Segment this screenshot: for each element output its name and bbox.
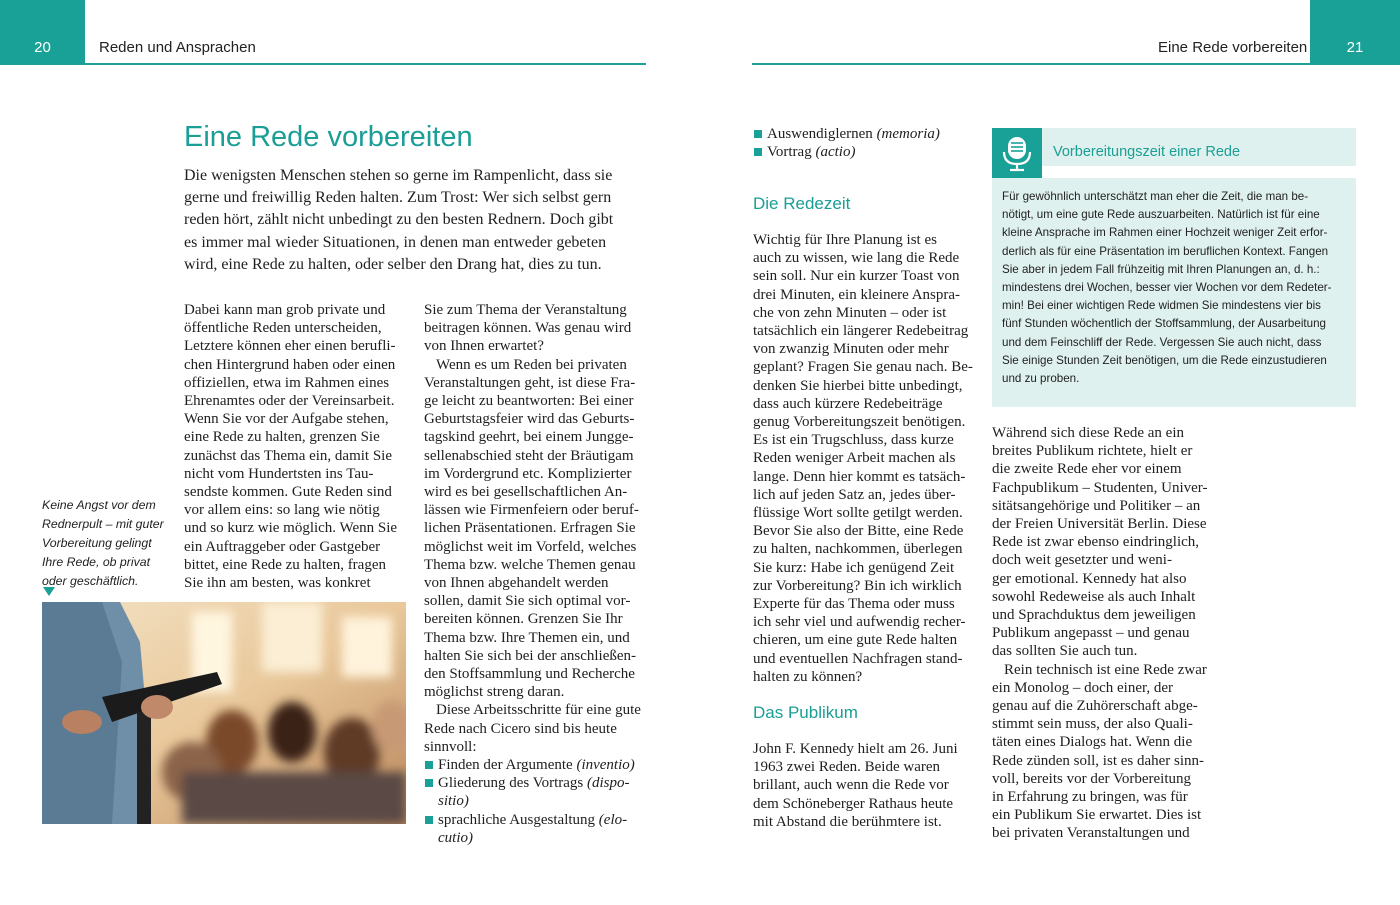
text-line: wird es bei gesellschaftlichen An- [424, 484, 628, 501]
page-number-box-left [0, 0, 85, 64]
text-line: ich sehr viel und aufwendig recher- [753, 614, 966, 631]
text-line: und dem Feinschliff der Rede. Vergessen Sie auch nicht, dass [1002, 335, 1322, 349]
text-line: halten Sie sich bei der anschließen- [424, 647, 637, 664]
text-line: dass auch kürzere Redebeiträge [753, 395, 943, 412]
text-line: zur Vorbereitung? Bin ich wirklich [753, 577, 962, 594]
text-line: ger emotional. Kennedy hat also [992, 570, 1187, 587]
text-line: beitragen können. Was genau wird [424, 320, 632, 337]
caption-pointer-icon [43, 587, 55, 596]
infobox-icon-box [992, 128, 1042, 178]
body-column-3 [753, 125, 977, 161]
text-line: dem Schöneberger Rathaus heute [753, 795, 954, 812]
list-item: Finden der Argumente (inventio) [424, 756, 648, 774]
cicero-steps-list-continued [753, 125, 977, 161]
text-line: Fachpublikum – Studenten, Univer- [992, 479, 1208, 496]
text-line: Letztere können eher einen berufli- [184, 338, 396, 355]
text-line: che von zehn Minuten – oder ist [753, 304, 947, 321]
text-line: lange. Denn hier kommt es tatsäch- [753, 468, 966, 485]
text-line: halten zu können? [753, 668, 863, 685]
text-line: Sie ihn am besten, was konkret [184, 575, 371, 592]
text-line: breites Publikum richtete, hielt er [992, 443, 1193, 460]
running-head-left: Reden und Ansprachen [99, 39, 256, 56]
list-item: sprachliche Ausgestaltung (elo- cutio) [424, 811, 648, 847]
text-line: stimmt sein muss, der also Quali- [992, 716, 1193, 733]
header-rule-right [752, 63, 1400, 65]
text-line: Thema bzw. Ihre Themen ein, und [424, 629, 630, 646]
heading-redezeit: Die Redezeit [753, 194, 851, 213]
body-column-1 [184, 301, 412, 592]
text-line: lässen wie Firmenfeiern oder beruf- [424, 502, 639, 519]
text-line: doch weit gesetzter und weni- [992, 552, 1172, 569]
list-item: Gliederung des Vortrags (dispo- sitio) [424, 774, 648, 810]
caption-line: Ihre Rede, ob privat [42, 555, 151, 569]
text-line: Sie zum Thema der Veranstaltung [424, 302, 627, 318]
text-line: im Vordergrund etc. Komplizierter [424, 465, 632, 482]
text-line: voll, bereits vor der Vorbereitung [992, 770, 1191, 787]
infobox-body [992, 178, 1356, 407]
text-line: und zu proben. [1002, 372, 1080, 386]
infobox-title: Vorbereitungszeit einer Rede [1053, 144, 1241, 160]
text-line: Rein technisch ist eine Rede zwar [1004, 661, 1207, 678]
infobox [992, 128, 1356, 403]
text-line: derlich als für eine Präsentation im beruflichen Kontext. Fangen [1002, 244, 1329, 258]
text-line: Es ist ein Trugschluss, dass kurze [753, 432, 954, 449]
text-line: sellenabschied steht der Bräutigam [424, 447, 634, 464]
text-line: geplant? Fragen Sie genau nach. Be- [753, 359, 973, 376]
caption-line: Vorbereitung gelingt [42, 536, 152, 550]
intro-line: gerne und freiwillig Reden halten. Zum Trost: Wer sich selbst gern [184, 189, 612, 207]
text-line: mindestens drei Wochen, besser vier Wochen vor dem Redeter- [1002, 281, 1332, 295]
text-line: Wichtig für Ihre Planung ist es [753, 232, 937, 248]
text-line: 1963 zwei Reden. Beide waren [753, 759, 941, 776]
redezeit-text [753, 231, 977, 686]
text-line: bittet, eine Rede zu halten, fragen [184, 556, 386, 573]
intro-line: Die wenigsten Menschen stehen so gerne im Rampenlicht, dass sie [184, 167, 613, 184]
text-line: genug Vorbereitungszeit benötigen. [753, 414, 966, 431]
text-line: Für gewöhnlich unterschätzt man eher die Zeit, die man be- [1002, 190, 1309, 203]
text-line: Während sich diese Rede an ein [992, 425, 1185, 441]
text-line: täten eines Dialogs hat. Wenn die [992, 734, 1193, 751]
text-line: sendste kommen. Gute Reden sind [184, 484, 392, 501]
text-line: bereiten können. Grenzen Sie Ihr [424, 611, 623, 628]
text-line: der Freien Universität Berlin. Diese [992, 516, 1207, 533]
speaker-photo-graphic [42, 602, 406, 824]
text-line: Diese Arbeitsschritte für eine gute [436, 702, 641, 719]
text-line: nicht vom Hundertsten ins Tau- [184, 465, 374, 482]
text-line: von Ihnen abgehandelt werden [424, 575, 609, 592]
text-line: chieren, um eine gute Rede halten [753, 632, 958, 649]
text-line: min! Bei einer wichtigen Rede widmen Sie mindestens vier bis [1002, 299, 1321, 313]
text-line: ein Auftraggeber oder Gastgeber [184, 538, 381, 555]
microphone-icon [992, 128, 1042, 178]
text-line: Rede nach Cicero sind bis heute [424, 720, 617, 737]
text-line: lichen Präsentationen. Erfragen Sie [424, 520, 636, 537]
body-column-2 [424, 301, 648, 847]
text-line: Wenn es um Reden bei privaten [436, 356, 627, 373]
page-number-right: 21 [1346, 39, 1364, 56]
text-line: Veranstaltungen geht, ist diese Fra- [424, 374, 636, 391]
caption-line: Keine Angst vor dem [42, 498, 156, 512]
text-line: und so kurz wie möglich. Wenn Sie [184, 520, 398, 537]
text-line: Ehrenamtes oder der Vereinsarbeit. [184, 393, 395, 410]
text-line: von Ihnen erwartet? [424, 338, 544, 355]
text-line: auch zu wissen, wie lang die Rede [753, 250, 960, 267]
speaker-photo [42, 602, 406, 824]
caption-line: Rednerpult – mit guter [42, 517, 164, 531]
intro-line: wird, eine Rede zu halten, oder selber den Drang hat, dies zu tun. [184, 255, 602, 273]
text-line: Geburtstagsfeier wird das Geburts- [424, 411, 635, 428]
text-line: denken Sie hierbei bitte unbedingt, [753, 377, 963, 394]
text-line: den Stoffsammlung und Recherche [424, 666, 635, 683]
header-rule-left [0, 63, 646, 65]
text-line: sitätsangehörige und Politiker – an [992, 497, 1201, 514]
text-line: bei privaten Veranstaltungen und [992, 825, 1190, 842]
text-line: tagskind geehrt, bei einem Jungge- [424, 429, 634, 446]
text-line: kleine Ansprache im Rahmen einer Hochzeit weniger Zeit erfor- [1002, 226, 1328, 240]
intro-line: es immer mal wieder Situationen, in denen man entweder gebeten [184, 233, 607, 251]
page-number-box-right [1310, 0, 1400, 64]
text-line: möglichst streng daran. [424, 684, 565, 701]
text-line: Rede ist zwar ebenso eindringlich, [992, 534, 1200, 551]
text-line: drei Minuten, ein kleinere Anspra- [753, 286, 961, 303]
text-line: Bevor Sie also der Bitte, eine Rede [753, 523, 964, 540]
text-line: Sie kurz: Habe ich genügend Zeit [753, 559, 955, 576]
text-line: von zwanzig Minuten oder mehr [753, 341, 949, 358]
text-line: chen Hintergrund haben oder einen [184, 356, 396, 373]
text-line: ein Monolog – doch einer, der [992, 679, 1174, 696]
text-line: möglichst weit im Vorfeld, welches [424, 538, 637, 555]
text-line: John F. Kennedy hielt am 26. Juni [753, 741, 958, 757]
text-line: mit Abstand die berühmtere ist. [753, 813, 942, 830]
text-line: Reden weniger Arbeit machen als [753, 450, 956, 467]
text-line: sowohl Redeweise als auch Inhalt [992, 588, 1196, 605]
text-line: ge leicht zu beantworten: Bei einer [424, 393, 634, 410]
text-line: ein Publikum Sie erwartet. Dies ist [992, 807, 1202, 824]
intro-line: reden hört, zählt nicht unbedingt zu den besten Rednern. Doch gibt [184, 211, 614, 229]
text-line: Dabei kann man grob private und [184, 302, 386, 318]
text-line: das sollten Sie auch tun. [992, 643, 1138, 660]
text-line: tatsächlich ein längerer Redebeitrag [753, 323, 969, 340]
text-line: offiziellen, etwa im Rahmen eines [184, 374, 390, 391]
text-line: und eventuellen Nachfragen stand- [753, 650, 963, 667]
text-line: genau auf die Zuhörerschaft abge- [992, 698, 1198, 715]
photo-caption [42, 496, 177, 591]
text-line: sein soll. Nur ein kurzer Toast von [753, 268, 960, 285]
heading-publikum: Das Publikum [753, 703, 858, 722]
text-line: nötigt, um eine gute Rede auszuarbeiten. Natürlich ist für eine [1002, 208, 1320, 222]
list-item: Auswendiglernen (memoria) [753, 125, 977, 143]
text-line: flüssige Wort sollte getilgt werden. [753, 505, 963, 522]
intro-paragraph [184, 165, 644, 276]
list-item: Vortrag (actio) [753, 143, 977, 161]
body-column-4 [992, 424, 1216, 843]
text-line: eine Rede zu halten, grenzen Sie [184, 429, 380, 446]
text-line: zu halten, nachkommen, überlegen [753, 541, 963, 558]
text-line: Thema bzw. welche Themen genau [424, 556, 636, 573]
text-line: in Erfahrung zu bringen, was für [992, 789, 1188, 806]
publikum-text [753, 740, 977, 831]
text-line: Sie aber in jedem Fall frühzeitig mit Ihren Planungen an, d. h.: [1002, 262, 1320, 276]
text-line: fünf Stunden wöchentlich der Stoffsammlung, der Ausarbeitung [1002, 317, 1326, 331]
text-line: lich auf jeden Satz an, jedes über- [753, 486, 956, 503]
cicero-steps-list [424, 756, 648, 847]
text-line: Publikum angepasst – und genau [992, 625, 1190, 642]
text-line: öffentliche Reden unterscheiden, [184, 320, 382, 337]
text-line: Wenn Sie vor der Aufgabe stehen, [184, 411, 389, 428]
running-head-right: Eine Rede vorbereiten [1158, 39, 1308, 56]
text-line: vor allem eins: so lang wie nötig [184, 502, 380, 519]
caption-line: oder geschäftlich. [42, 574, 139, 588]
page-number-left: 20 [34, 39, 51, 56]
text-line: Rede zünden soll, ist es daher sinn- [992, 752, 1205, 769]
text-line: Sie einige Stunden Zeit benötigen, um die Rede einzustudieren [1002, 353, 1327, 367]
text-line: sinnvoll: [424, 738, 477, 755]
text-line: Experte für das Thema oder muss [753, 596, 955, 613]
text-line: brillant, auch wenn die Rede vor [753, 777, 949, 794]
text-line: zunächst das Thema ein, damit Sie [184, 447, 393, 464]
page-heading: Eine Rede vorbereiten [184, 121, 473, 153]
text-line: und Sprachduktus dem jeweiligen [992, 607, 1196, 624]
text-line: die zweite Rede eher vor einem [992, 461, 1182, 478]
text-line: sollen, damit Sie sich optimal vor- [424, 593, 631, 610]
